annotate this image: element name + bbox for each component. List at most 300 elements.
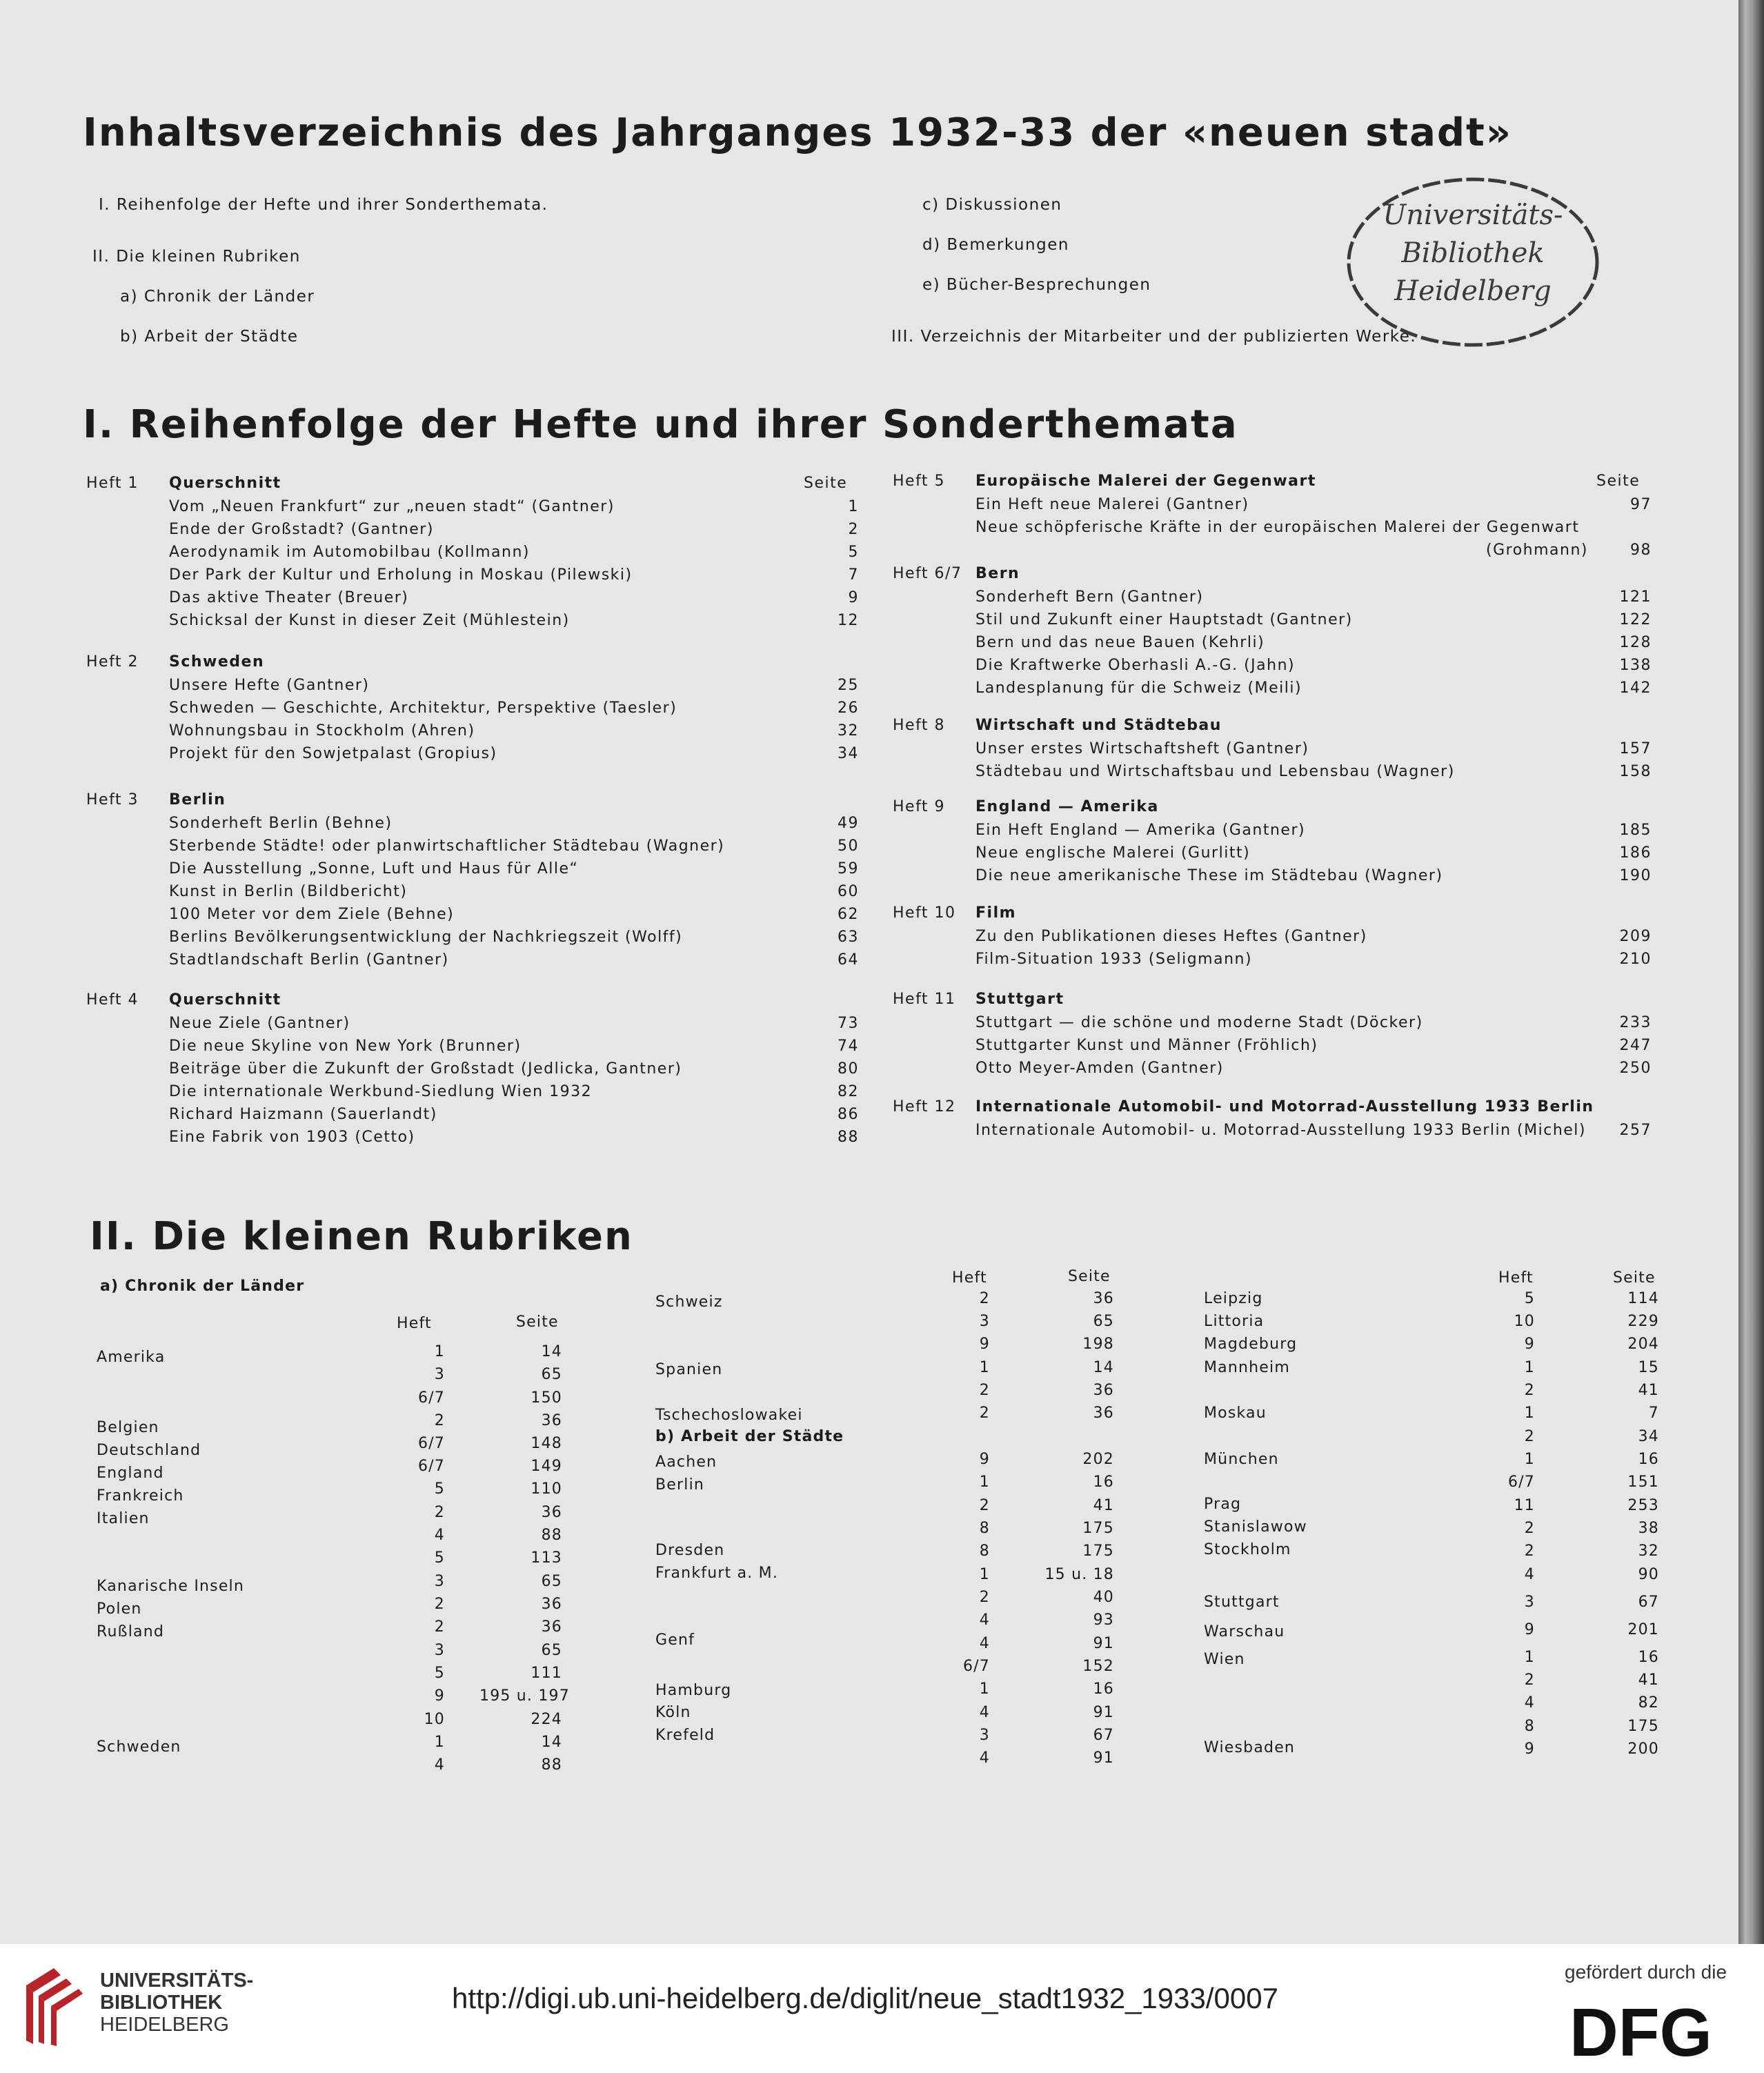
column-header-heft: Heft bbox=[397, 1315, 432, 1332]
article-page: 34 bbox=[838, 745, 859, 762]
rubrik-name: Frankreich bbox=[97, 1487, 184, 1505]
article-title: Unser erstes Wirtschaftsheft (Gantner) bbox=[975, 740, 1309, 757]
article-page: 138 bbox=[1619, 657, 1652, 674]
heft-number: Heft 2 bbox=[86, 653, 139, 671]
heft-block bbox=[86, 991, 859, 1151]
rubrik-heft-number: 5 bbox=[1524, 1290, 1535, 1307]
rubrik-heft-number: 2 bbox=[1524, 1428, 1535, 1445]
article-title: Stadtlandschaft Berlin (Gantner) bbox=[169, 951, 449, 969]
article-entry bbox=[86, 612, 859, 635]
column-header-seite: Seite bbox=[516, 1313, 559, 1331]
rubrik-page-number: 15 bbox=[1638, 1359, 1659, 1376]
rubrik-heft-number: 1 bbox=[979, 1474, 990, 1491]
rubrik-name: München bbox=[1204, 1451, 1279, 1468]
rubrik-heft-number: 2 bbox=[1524, 1543, 1535, 1560]
rubrik-page-number: 150 bbox=[531, 1389, 562, 1407]
article-page: 209 bbox=[1619, 928, 1652, 945]
article-entry bbox=[86, 722, 859, 745]
article-title: Wohnungsbau in Stockholm (Ahren) bbox=[169, 722, 475, 740]
article-page: 9 bbox=[848, 589, 859, 606]
article-entry bbox=[86, 929, 859, 951]
library-name-line: BIBLIOTHEK bbox=[100, 1992, 223, 2014]
rubrik-page-number: 38 bbox=[1638, 1520, 1659, 1537]
rubrik-page-number: 90 bbox=[1638, 1566, 1659, 1583]
article-entry bbox=[893, 867, 1652, 890]
rubrik-name: Tschechoslowakei bbox=[655, 1407, 803, 1424]
overview-item: c) Diskussionen bbox=[922, 196, 1062, 214]
article-entry bbox=[86, 906, 859, 929]
rubrik-heft-number: 2 bbox=[1524, 1382, 1535, 1399]
article-page: 233 bbox=[1619, 1014, 1652, 1031]
article-page: 80 bbox=[838, 1060, 859, 1078]
rubrik-heft-number: 8 bbox=[979, 1520, 990, 1537]
article-page: 26 bbox=[838, 700, 859, 717]
article-title: Landesplanung für die Schweiz (Meili) bbox=[975, 680, 1302, 697]
rubrik-heft-number: 4 bbox=[434, 1756, 445, 1774]
rubrik-name: Belgien bbox=[97, 1419, 159, 1436]
rubrik-page-number: 91 bbox=[1093, 1635, 1114, 1652]
rubrik-name: Schweden bbox=[97, 1738, 181, 1756]
rubrik-heft-number: 11 bbox=[1514, 1497, 1535, 1514]
article-entry bbox=[893, 1037, 1652, 1060]
article-entry bbox=[893, 822, 1652, 844]
article-title: Richard Haizmann (Sauerlandt) bbox=[169, 1106, 437, 1123]
rubrik-page-number: 202 bbox=[1082, 1451, 1114, 1468]
rubrik-name: Aachen bbox=[655, 1454, 717, 1471]
article-page: 97 bbox=[1630, 496, 1652, 513]
article-entry bbox=[893, 657, 1652, 680]
article-page: 2 bbox=[848, 521, 859, 538]
article-entry bbox=[86, 860, 859, 883]
article-page: 25 bbox=[838, 677, 859, 694]
rubrik-heft-number: 2 bbox=[979, 1290, 990, 1307]
rubrik-page-number: 204 bbox=[1627, 1336, 1659, 1353]
article-entry bbox=[86, 498, 859, 521]
rubrik-page-number: 16 bbox=[1638, 1451, 1659, 1468]
rubrik-heft-number: 4 bbox=[979, 1635, 990, 1652]
heft-block bbox=[893, 717, 1652, 786]
rubrik-page-number: 32 bbox=[1638, 1543, 1659, 1560]
rubrik-page-number: 114 bbox=[1627, 1290, 1659, 1307]
rubrik-page-number: 36 bbox=[541, 1504, 562, 1521]
article-entry bbox=[893, 519, 1652, 564]
article-page: 12 bbox=[838, 612, 859, 629]
article-entry bbox=[86, 1129, 859, 1151]
rubrik-name: Mannheim bbox=[1204, 1359, 1290, 1376]
heft-header bbox=[893, 565, 1652, 588]
overview-item: III. Verzeichnis der Mitarbeiter und der publizierten Werke. bbox=[891, 328, 1417, 346]
rubrik-name: Kanarische Inseln bbox=[97, 1578, 245, 1595]
article-title-cont: (Grohmann) bbox=[1486, 542, 1588, 559]
rubrik-heft-number: 2 bbox=[434, 1596, 445, 1613]
rubrik-heft-number: 2 bbox=[434, 1618, 445, 1636]
column-header-seite: Seite bbox=[1068, 1268, 1111, 1285]
article-entry bbox=[893, 928, 1652, 951]
heft-block bbox=[86, 791, 859, 974]
article-title: Die internationale Werkbund-Siedlung Wien 1932 bbox=[169, 1083, 593, 1100]
rubrik-name: Italien bbox=[97, 1510, 150, 1527]
rubrik-page-number: 67 bbox=[1093, 1727, 1114, 1744]
rubrik-name: Leipzig bbox=[1204, 1290, 1263, 1307]
article-entry bbox=[86, 1015, 859, 1038]
article-entry bbox=[86, 700, 859, 722]
rubrik-page-number: 93 bbox=[1093, 1611, 1114, 1629]
article-title: Beiträge über die Zukunft der Großstadt (Jedlicka, Gantner) bbox=[169, 1060, 682, 1078]
article-title: Aerodynamik im Automobilbau (Kollmann) bbox=[169, 544, 530, 561]
rubrik-name: Spanien bbox=[655, 1361, 723, 1378]
heft-block bbox=[893, 991, 1652, 1082]
article-page: 158 bbox=[1619, 763, 1652, 780]
rubrik-heft-number: 5 bbox=[434, 1665, 445, 1682]
article-page: 82 bbox=[838, 1083, 859, 1100]
rubrik-heft-number: 9 bbox=[1524, 1740, 1535, 1758]
sponsor-text: gefördert durch die bbox=[1565, 1961, 1727, 1983]
article-title: Unsere Hefte (Gantner) bbox=[169, 677, 370, 694]
rubrik-page-number: 16 bbox=[1093, 1680, 1114, 1698]
rubrik-heft-number: 9 bbox=[979, 1451, 990, 1468]
rubrik-page-number: 175 bbox=[1627, 1718, 1659, 1735]
article-page: 50 bbox=[838, 837, 859, 855]
article-entry bbox=[893, 1014, 1652, 1037]
rubrik-page-number: 65 bbox=[541, 1366, 562, 1383]
article-entry bbox=[893, 634, 1652, 657]
article-title: Schweden — Geschichte, Architektur, Perspektive (Taesler) bbox=[169, 700, 677, 717]
rubrik-heft-number: 3 bbox=[1524, 1594, 1535, 1611]
heft-block bbox=[86, 475, 859, 635]
heft-block bbox=[893, 473, 1652, 564]
page-edge bbox=[1738, 0, 1764, 1944]
article-entry bbox=[86, 951, 859, 974]
article-title: 100 Meter vor dem Ziele (Behne) bbox=[169, 906, 455, 923]
rubrik-heft-number: 4 bbox=[979, 1611, 990, 1629]
overview-item: a) Chronik der Länder bbox=[120, 288, 315, 306]
rubrik-page-number: 253 bbox=[1627, 1497, 1659, 1514]
article-title: Stil und Zukunft einer Hauptstadt (Gantner) bbox=[975, 611, 1353, 628]
rubrik-heft-number: 10 bbox=[1514, 1313, 1535, 1330]
article-title: Sonderheft Bern (Gantner) bbox=[975, 588, 1204, 606]
rubrik-name: Krefeld bbox=[655, 1727, 715, 1744]
rubrik-page-number: 14 bbox=[541, 1734, 562, 1751]
rubrik-page-number: 148 bbox=[531, 1435, 562, 1452]
rubrik-page-number: 14 bbox=[1093, 1359, 1114, 1376]
article-title: Die neue Skyline von New York (Brunner) bbox=[169, 1038, 522, 1055]
rubrik-page-number: 229 bbox=[1627, 1313, 1659, 1330]
heft-theme: Wirtschaft und Städtebau bbox=[975, 717, 1222, 734]
article-page: 122 bbox=[1619, 611, 1652, 628]
rubrik-heft-number: 4 bbox=[1524, 1694, 1535, 1712]
article-title: Stuttgarter Kunst und Männer (Fröhlich) bbox=[975, 1037, 1318, 1054]
article-page: 59 bbox=[838, 860, 859, 877]
rubrik-page-number: 36 bbox=[541, 1596, 562, 1613]
article-title: Neue schöpferische Kräfte in der europäischen Malerei der Gegenwart bbox=[975, 519, 1580, 536]
article-entry bbox=[86, 1106, 859, 1129]
stamp-graphic bbox=[1342, 169, 1604, 355]
article-entry bbox=[86, 677, 859, 700]
rubrik-heft-number: 9 bbox=[1524, 1621, 1535, 1638]
article-entry bbox=[893, 951, 1652, 973]
article-entry bbox=[86, 521, 859, 544]
heft-theme: Berlin bbox=[169, 791, 226, 809]
rubrik-heft-number: 9 bbox=[979, 1336, 990, 1353]
article-title: Neue Ziele (Gantner) bbox=[169, 1015, 350, 1032]
dfg-logo-text: DFG bbox=[1569, 1999, 1712, 2061]
rubrik-page-number: 41 bbox=[1638, 1382, 1659, 1399]
article-title: Die Kraftwerke Oberhasli A.-G. (Jahn) bbox=[975, 657, 1296, 674]
article-page: 157 bbox=[1619, 740, 1652, 757]
rubrik-page-number: 40 bbox=[1093, 1589, 1114, 1606]
rubrik-page-number: 15 u. 18 bbox=[1044, 1566, 1114, 1583]
overview-item: b) Arbeit der Städte bbox=[120, 328, 299, 346]
heft-header bbox=[86, 475, 859, 498]
rubrik-name: Polen bbox=[97, 1600, 142, 1618]
heft-theme: Film bbox=[975, 904, 1017, 922]
article-entry bbox=[893, 1122, 1652, 1144]
library-name-line: UNIVERSITÄTS- bbox=[100, 1970, 254, 1992]
article-entry bbox=[86, 1060, 859, 1083]
heft-number: Heft 4 bbox=[86, 991, 139, 1009]
article-title: Städtebau und Wirtschaftsbau und Lebensbau (Wagner) bbox=[975, 763, 1455, 780]
rubrik-heft-number: 1 bbox=[1524, 1405, 1535, 1422]
seite-label: Seite bbox=[804, 475, 848, 492]
rubrik-name: Stockholm bbox=[1204, 1541, 1291, 1558]
rubrik-page-number: 65 bbox=[1093, 1313, 1114, 1330]
heft-theme: Querschnitt bbox=[169, 475, 281, 492]
rubrik-heft-number: 2 bbox=[979, 1497, 990, 1514]
rubrik-heft-number: 4 bbox=[434, 1527, 445, 1544]
rubrik-page-number: 36 bbox=[1093, 1290, 1114, 1307]
rubrik-heft-number: 6/7 bbox=[417, 1435, 445, 1452]
article-entry bbox=[86, 837, 859, 860]
rubrik-page-number: 34 bbox=[1638, 1428, 1659, 1445]
footer-bar bbox=[0, 1944, 1764, 2073]
heft-header bbox=[893, 991, 1652, 1014]
rubrik-page-number: 16 bbox=[1638, 1649, 1659, 1666]
article-title: Stuttgart — die schöne und moderne Stadt (Döcker) bbox=[975, 1014, 1423, 1031]
article-title: Neue englische Malerei (Gurlitt) bbox=[975, 844, 1251, 862]
rubrik-page-number: 88 bbox=[541, 1527, 562, 1544]
rubrik-page-number: 175 bbox=[1082, 1520, 1114, 1537]
rubrik-heft-number: 1 bbox=[434, 1734, 445, 1751]
article-title: Kunst in Berlin (Bildbericht) bbox=[169, 883, 408, 900]
rubrik-name: Frankfurt a. M. bbox=[655, 1565, 779, 1582]
rubrik-page-number: 41 bbox=[1093, 1497, 1114, 1514]
rubrik-page-number: 41 bbox=[1638, 1672, 1659, 1689]
article-entry bbox=[893, 844, 1652, 867]
article-entry bbox=[86, 883, 859, 906]
heft-number: Heft 8 bbox=[893, 717, 946, 734]
article-title: Der Park der Kultur und Erholung in Moskau (Pilewski) bbox=[169, 566, 633, 584]
heft-number: Heft 1 bbox=[86, 475, 139, 492]
article-title: Zu den Publikationen dieses Heftes (Gantner) bbox=[975, 928, 1367, 945]
rubrik-name: Schweiz bbox=[655, 1293, 723, 1311]
overview-item: d) Bemerkungen bbox=[922, 236, 1069, 254]
heft-block bbox=[893, 565, 1652, 702]
page-title: Inhaltsverzeichnis des Jahrganges 1932-33 der «neuen stadt» bbox=[83, 110, 1512, 155]
rubrik-page-number: 36 bbox=[1093, 1405, 1114, 1422]
overview-item: II. Die kleinen Rubriken bbox=[92, 248, 301, 266]
rubrik-heft-number: 2 bbox=[434, 1504, 445, 1521]
rubrik-heft-number: 1 bbox=[979, 1680, 990, 1698]
article-entry bbox=[86, 815, 859, 837]
rubrik-name: Köln bbox=[655, 1704, 691, 1721]
heft-number: Heft 11 bbox=[893, 991, 956, 1008]
article-title: Otto Meyer-Amden (Gantner) bbox=[975, 1060, 1224, 1077]
column-header-seite: Seite bbox=[1613, 1269, 1656, 1287]
rubrik-name: Amerika bbox=[97, 1349, 166, 1366]
rubrik-name: Prag bbox=[1204, 1496, 1242, 1513]
column-header-heft: Heft bbox=[1498, 1269, 1534, 1287]
rubrik-heft-number: 3 bbox=[434, 1642, 445, 1659]
rubrik-page-number: 200 bbox=[1627, 1740, 1659, 1758]
heft-number: Heft 5 bbox=[893, 473, 946, 490]
heft-block bbox=[86, 653, 859, 768]
article-title: Die Ausstellung „Sonne, Luft und Haus für Alle“ bbox=[169, 860, 579, 877]
heft-theme: Schweden bbox=[169, 653, 265, 671]
rubrik-name: Stuttgart bbox=[1204, 1594, 1280, 1611]
rubrik-name: Littoria bbox=[1204, 1313, 1265, 1330]
article-title: Schicksal der Kunst in dieser Zeit (Mühlestein) bbox=[169, 612, 570, 629]
rubrik-heft-number: 3 bbox=[434, 1573, 445, 1590]
rubrik-page-number: 175 bbox=[1082, 1543, 1114, 1560]
article-page: 88 bbox=[838, 1129, 859, 1146]
article-entry bbox=[893, 763, 1652, 786]
rubrik-page-number: 82 bbox=[1638, 1694, 1659, 1712]
heft-block bbox=[893, 1098, 1652, 1144]
permalink-url[interactable]: http://digi.ub.uni-heidelberg.de/diglit/neue_stadt1932_1933/0007 bbox=[452, 1982, 1278, 2014]
article-title: Eine Fabrik von 1903 (Cetto) bbox=[169, 1129, 415, 1146]
rubrik-heft-number: 9 bbox=[1524, 1336, 1535, 1353]
article-entry bbox=[893, 680, 1652, 702]
overview-item: I. Reihenfolge der Hefte und ihrer Sonderthemata. bbox=[99, 196, 548, 214]
article-title: Film-Situation 1933 (Seligmann) bbox=[975, 951, 1253, 968]
rubrik-page-number: 113 bbox=[531, 1549, 562, 1567]
rubrik-heft-number: 6/7 bbox=[417, 1458, 445, 1475]
rubrik-heft-number: 2 bbox=[979, 1382, 990, 1399]
heft-number: Heft 9 bbox=[893, 798, 946, 815]
rubrik-page-number: 110 bbox=[531, 1480, 562, 1498]
rubrik-heft-number: 1 bbox=[1524, 1359, 1535, 1376]
rubrik-heft-number: 1 bbox=[979, 1359, 990, 1376]
article-page: 1 bbox=[848, 498, 859, 515]
rubrik-heft-number: 5 bbox=[434, 1549, 445, 1567]
rubrik-heft-number: 2 bbox=[979, 1405, 990, 1422]
rubrik-page-number: 36 bbox=[541, 1412, 562, 1429]
heft-number: Heft 6/7 bbox=[893, 565, 962, 582]
stamp-line: Bibliothek bbox=[1401, 237, 1545, 269]
rubrik-heft-number: 4 bbox=[1524, 1566, 1535, 1583]
article-page: 64 bbox=[838, 951, 859, 969]
article-entry bbox=[893, 496, 1652, 519]
rubrik-heft-number: 3 bbox=[979, 1727, 990, 1744]
rubrik-name: Genf bbox=[655, 1631, 695, 1649]
article-page: 210 bbox=[1619, 951, 1652, 968]
rubrik-heft-number: 6/7 bbox=[1507, 1474, 1535, 1491]
rubrik-name: Hamburg bbox=[655, 1682, 732, 1699]
seite-label: Seite bbox=[1596, 473, 1641, 490]
rubrik-page-number: 91 bbox=[1093, 1749, 1114, 1767]
rubrik-heft-number: 1 bbox=[1524, 1649, 1535, 1666]
section-heading: II. Die kleinen Rubriken bbox=[90, 1214, 633, 1259]
article-page: 98 bbox=[1630, 542, 1652, 559]
section-heading: I. Reihenfolge der Hefte und ihrer Sonderthemata bbox=[83, 402, 1238, 447]
heft-header bbox=[86, 991, 859, 1015]
article-page: 190 bbox=[1619, 867, 1652, 884]
library-logo-icon bbox=[19, 1965, 88, 2047]
dfg-logo-icon bbox=[1569, 1999, 1742, 2061]
rubrik-page-number: 36 bbox=[541, 1618, 562, 1636]
article-page: 63 bbox=[838, 929, 859, 946]
rubrik-page-number: 7 bbox=[1648, 1405, 1659, 1422]
heft-header bbox=[893, 798, 1652, 822]
rubrik-heft-number: 9 bbox=[434, 1687, 445, 1705]
rubrik-page-number: 195 u. 197 bbox=[479, 1687, 570, 1705]
article-entry bbox=[86, 544, 859, 566]
heft-number: Heft 10 bbox=[893, 904, 956, 922]
rubrik-page-number: 111 bbox=[531, 1665, 562, 1682]
rubrik-page-number: 16 bbox=[1093, 1474, 1114, 1491]
stamp-line: Heidelberg bbox=[1394, 275, 1552, 307]
rubrik-name: Magdeburg bbox=[1204, 1336, 1298, 1353]
heft-header bbox=[893, 1098, 1652, 1122]
rubrik-page-number: 152 bbox=[1082, 1658, 1114, 1675]
heft-header bbox=[86, 791, 859, 815]
rubrik-heft-number: 2 bbox=[1524, 1520, 1535, 1537]
rubrik-name: Deutschland bbox=[97, 1442, 201, 1459]
rubrik-name: Stanislawow bbox=[1204, 1518, 1307, 1536]
article-title: Ende der Großstadt? (Gantner) bbox=[169, 521, 434, 538]
article-page: 60 bbox=[838, 883, 859, 900]
rubrik-page-number: 91 bbox=[1093, 1704, 1114, 1721]
heft-theme: Internationale Automobil- und Motorrad-Ausstellung 1933 Berlin bbox=[975, 1098, 1594, 1115]
article-title: Ein Heft England — Amerika (Gantner) bbox=[975, 822, 1306, 839]
rubrik-heft-number: 4 bbox=[979, 1749, 990, 1767]
heft-theme: Bern bbox=[975, 565, 1020, 582]
heft-block bbox=[893, 798, 1652, 890]
article-page: 247 bbox=[1619, 1037, 1652, 1054]
rubrik-heft-number: 2 bbox=[434, 1412, 445, 1429]
article-page: 62 bbox=[838, 906, 859, 923]
article-title: Internationale Automobil- u. Motorrad-Ausstellung 1933 Berlin (Michel) bbox=[975, 1122, 1587, 1139]
heft-header bbox=[893, 717, 1652, 740]
article-page: 5 bbox=[848, 544, 859, 561]
article-page: 74 bbox=[838, 1038, 859, 1055]
heft-theme: Querschnitt bbox=[169, 991, 281, 1009]
rubrik-heft-number: 8 bbox=[1524, 1718, 1535, 1735]
heft-block bbox=[893, 904, 1652, 973]
rubrik-page-number: 149 bbox=[531, 1458, 562, 1475]
rubrik-heft-number: 1 bbox=[1524, 1451, 1535, 1468]
article-page: 250 bbox=[1619, 1060, 1652, 1077]
rubrik-heft-number: 8 bbox=[979, 1543, 990, 1560]
overview-item: e) Bücher-Besprechungen bbox=[922, 276, 1151, 294]
article-page: 7 bbox=[848, 566, 859, 584]
rubrik-heft-number: 2 bbox=[979, 1589, 990, 1606]
rubrik-heft-number: 1 bbox=[434, 1343, 445, 1360]
article-entry bbox=[893, 1060, 1652, 1082]
rubrik-heft-number: 10 bbox=[424, 1711, 445, 1728]
article-title: Berlins Bevölkerungsentwicklung der Nachkriegszeit (Wolff) bbox=[169, 929, 683, 946]
article-page: 257 bbox=[1619, 1122, 1652, 1139]
heft-header bbox=[893, 904, 1652, 928]
rubrik-page-number: 88 bbox=[541, 1756, 562, 1774]
article-page: 86 bbox=[838, 1106, 859, 1123]
article-entry bbox=[893, 611, 1652, 634]
rubrik-name: Wien bbox=[1204, 1651, 1245, 1668]
rubrik-page-number: 198 bbox=[1082, 1336, 1114, 1353]
rubrik-name: Rußland bbox=[97, 1623, 165, 1640]
article-page: 128 bbox=[1619, 634, 1652, 651]
rubrik-page-number: 201 bbox=[1627, 1621, 1659, 1638]
